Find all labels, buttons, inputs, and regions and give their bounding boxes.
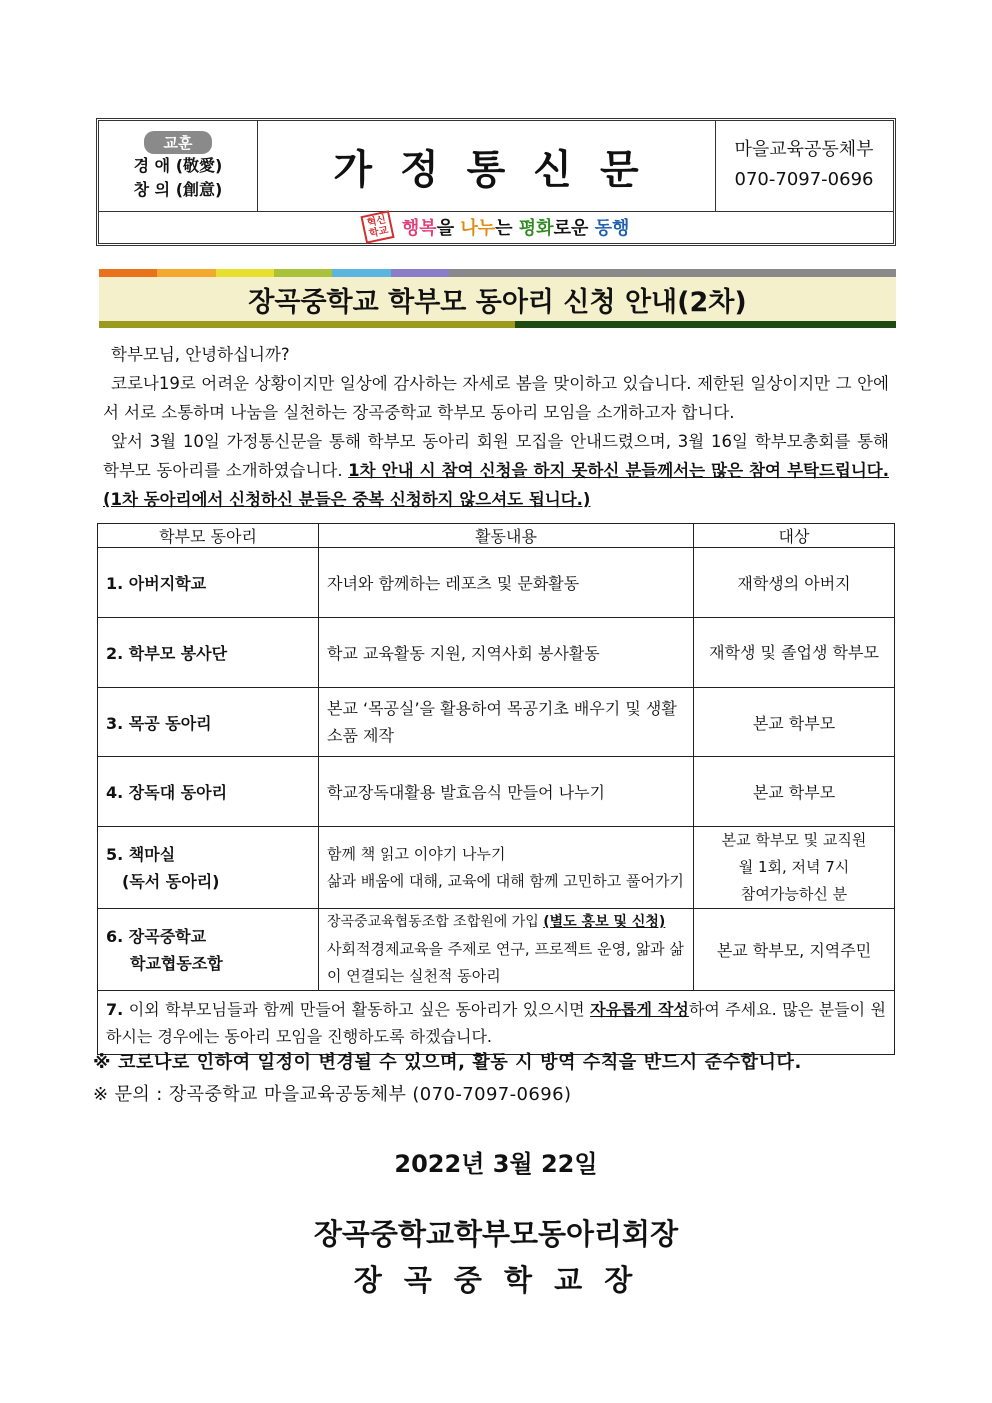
stripe-segment <box>391 269 449 277</box>
notice-paragraph <box>103 427 889 514</box>
slogan-segment: 행복 <box>401 218 437 239</box>
notice-emphasis: 1차 안내 시 참여 신청을 하지 못하신 분들께서는 많은 참여 부탁드립니다. <box>348 461 889 480</box>
greeting: 학부모님, 안녕하십니까? <box>111 345 290 364</box>
club-name <box>98 827 319 909</box>
club-target-line1: 본교 학부모 및 교직원 <box>721 831 867 849</box>
intro-paragraph: 코로나19로 어려운 상황이지만 일상에 감사하는 자세로 봄을 맞이하고 있습니다. 제한된 일상이지만 그 안에서 서로 소통하며 나눔을 실천하는 장곡중학교 학부모 동아리 모임을 소개하고자 합니다. <box>103 374 889 422</box>
club-activity: 학교장독대활용 발효음식 만들어 나누기 <box>319 757 694 827</box>
stripe-segment <box>216 269 274 277</box>
table-footer <box>98 991 895 1055</box>
stamp-line-1: 혁신 <box>365 214 387 230</box>
stripe-segment <box>332 269 391 277</box>
stripe-segment <box>274 269 332 277</box>
department-info <box>715 121 893 211</box>
title-underline-green <box>515 321 896 328</box>
letter-header <box>96 118 896 246</box>
slogan-row <box>99 211 893 243</box>
school-motto <box>99 121 258 211</box>
table-row <box>98 548 895 618</box>
notice-duplicate-note: (1차 동아리에서 신청하신 분들은 중복 신청하지 않으셔도 됩니다.) <box>103 490 591 509</box>
signer-principal: 장 곡 중 학 교 장 <box>353 1263 639 1297</box>
club-activity-text: 장곡중교육협동조합 조합원에 가입 <box>327 914 544 930</box>
footer-text-b: 하여 주세요. 많은 분들이 원하시는 경우에는 동아리 모임을 진행하도록 하겠습니다. <box>106 999 886 1046</box>
footer-number: 7. <box>106 999 124 1019</box>
school-slogan <box>402 214 629 240</box>
club-target: 본교 학부모 <box>694 688 895 757</box>
club-activity-line1: 함께 책 읽고 이야기 나누기 <box>327 844 506 863</box>
header-target: 대상 <box>694 524 895 548</box>
club-name-line2: (독서 동아리) <box>122 871 220 891</box>
club-target-line3: 참여가능하신 분 <box>740 885 848 903</box>
club-name: 1. 아버지학교 <box>98 548 319 618</box>
table-row <box>98 688 895 757</box>
slogan-segment: 을 <box>436 218 461 239</box>
slogan-segment: 평화 <box>518 218 554 239</box>
department-name: 마을교육공동체부 <box>734 139 874 160</box>
signer-club-president: 장곡중학교학부모동아리회장 <box>313 1217 679 1251</box>
notice-title-bar <box>99 277 896 321</box>
header-club: 학부모 동아리 <box>98 524 319 548</box>
header-title-cell <box>257 121 716 211</box>
club-name: 3. 목공 동아리 <box>98 688 319 757</box>
club-name-line1: 6. 장곡중학교 <box>106 926 207 946</box>
table-row <box>98 618 895 688</box>
header-top-row <box>99 121 893 212</box>
header-activity: 활동내용 <box>319 524 694 548</box>
table-footer-row <box>98 991 895 1055</box>
club-activity: 학교 교육활동 지원, 지역사회 봉사활동 <box>319 618 694 688</box>
club-activity-line2: 사회적경제교육을 주제로 연구, 프로젝트 운영, 앎과 삶이 연결되는 실천적 동아리 <box>327 940 684 985</box>
club-target: 본교 학부모 <box>694 757 895 827</box>
slogan-segment: 로운 <box>553 218 595 239</box>
notice-title: 장곡중학교 학부모 동아리 신청 안내(2차) <box>248 286 747 318</box>
notice-plain-text: 앞서 3월 10일 가정통신문을 통해 학부모 동아리 회원 모집을 안내드렸으며, 3월 16일 학부모총회를 통해 학부모 동아리를 소개하였습니다. <box>103 432 889 480</box>
motto-badge: 교훈 <box>144 131 213 154</box>
department-phone: 070-7097-0696 <box>734 169 874 190</box>
club-name-line1: 5. 책마실 <box>106 844 176 864</box>
club-activity-line2: 삶과 배움에 대해, 교육에 대해 함께 고민하고 풀어가기 <box>327 871 684 890</box>
table-row <box>98 757 895 827</box>
footer-emphasis: 자유롭게 작성 <box>590 999 689 1019</box>
stripe-segment <box>157 269 216 277</box>
club-target <box>694 827 895 909</box>
slogan-segment: 는 <box>495 218 519 239</box>
club-target: 재학생의 아버지 <box>694 548 895 618</box>
innovation-school-stamp <box>360 210 395 243</box>
club-activity <box>319 827 694 909</box>
motto-line-2: 창 의 (創意) <box>133 180 223 199</box>
club-name <box>98 909 319 991</box>
stripe-segment <box>449 269 896 277</box>
club-name: 4. 장독대 동아리 <box>98 757 319 827</box>
club-activity: 자녀와 함께하는 레포츠 및 문화활동 <box>319 548 694 618</box>
issue-date: 2022년 3월 22일 <box>394 1150 598 1178</box>
club-activity-line1 <box>327 909 685 936</box>
club-activity-emphasis: (별도 홍보 및 신청) <box>543 914 666 930</box>
table-row <box>98 827 895 909</box>
club-target: 본교 학부모, 지역주민 <box>694 909 895 991</box>
stamp-line-2: 학교 <box>367 224 389 240</box>
club-name: 2. 학부모 봉사단 <box>98 618 319 688</box>
club-activity: 본교 ‘목공실’을 활용하여 목공기초 배우기 및 생활소품 제작 <box>319 688 694 757</box>
club-activity <box>319 909 694 991</box>
newsletter-title: 가정통신문 <box>333 146 667 193</box>
clubs-table <box>97 523 895 1055</box>
club-target: 재학생 및 졸업생 학부모 <box>694 618 895 688</box>
table-row <box>98 909 895 991</box>
footer-text-a: 이외 학부모님들과 함께 만들어 활동하고 싶은 동아리가 있으시면 <box>123 999 591 1019</box>
title-underline-olive <box>99 321 515 328</box>
covid-note: ※ 코로나로 인하여 일정이 변경될 수 있으며, 활동 시 방역 수칙을 반드시 준수합니다. <box>93 1052 802 1073</box>
slogan-segment: 나누 <box>460 218 496 239</box>
club-name-line2: 학교협동조합 <box>130 953 223 973</box>
contact-note: ※ 문의 : 장곡중학교 마을교육공동체부 (070-7097-0696) <box>93 1084 572 1105</box>
table-header-row <box>98 524 895 548</box>
stripe-segment <box>99 269 157 277</box>
club-target-line2: 월 1회, 저녁 7시 <box>738 858 850 876</box>
slogan-segment: 동행 <box>594 218 630 239</box>
motto-line-1: 경 애 (敬愛) <box>133 156 223 175</box>
